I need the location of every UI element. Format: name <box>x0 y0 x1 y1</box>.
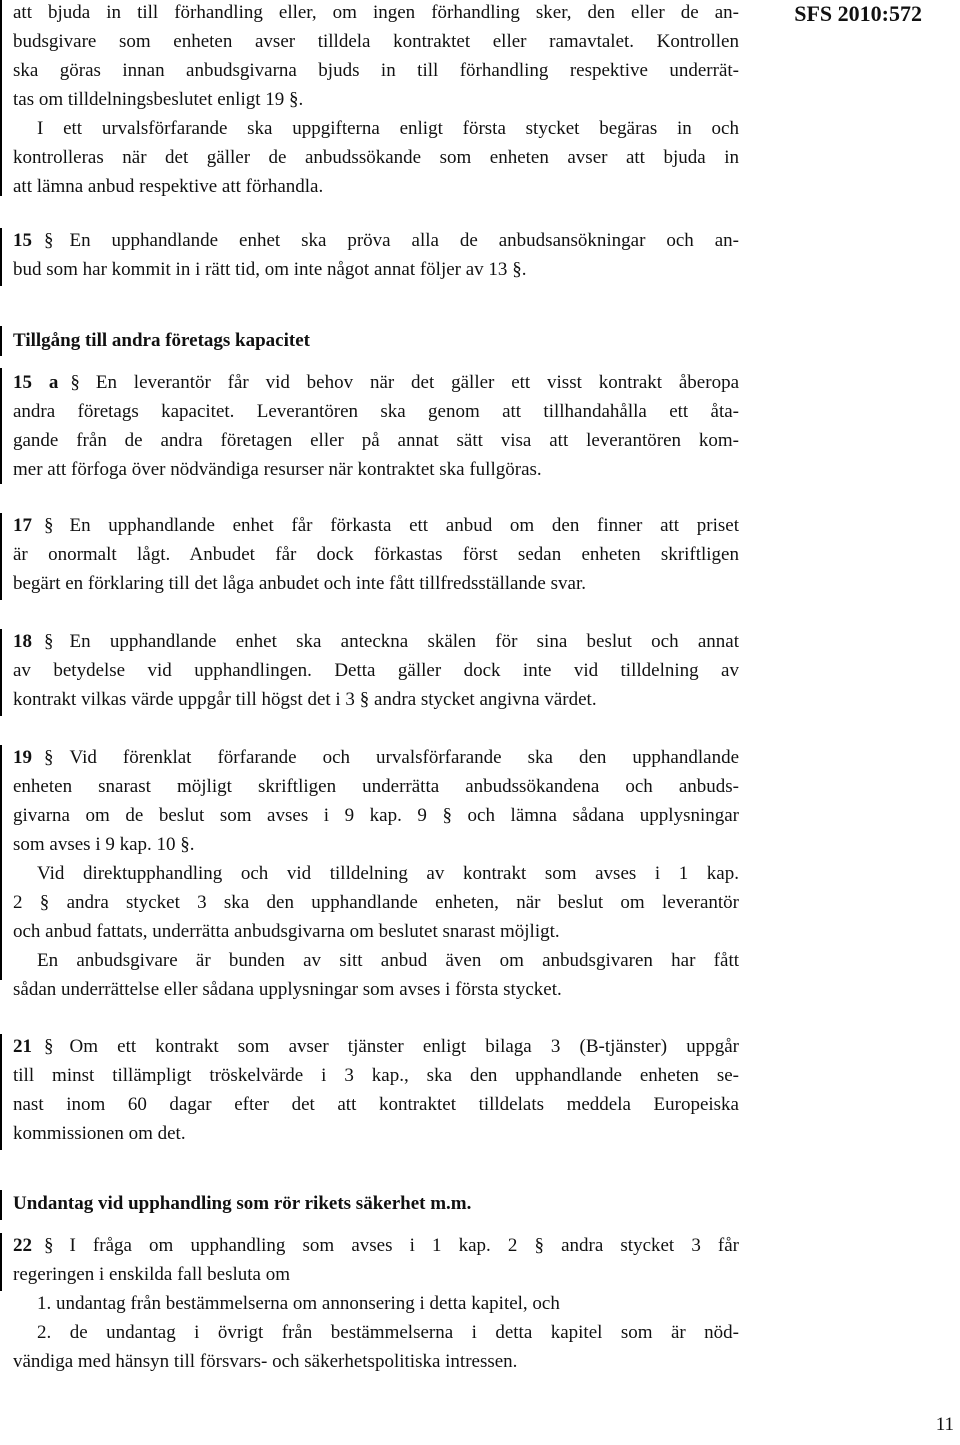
text-line: till minst tillämpligt tröskelvärde i 3 kap., ska den upphandlande enheten se- <box>13 1065 739 1086</box>
text-line: av betydelse vid upphandlingen. Detta gäller dock inte vid tilldelning av <box>13 660 739 681</box>
text-line: 19 § Vid förenklat förfarande och urvalsförfarande ska den upphandlande <box>13 747 739 768</box>
text-line: gande från de andra företagen eller på annat sätt visa att leverantören kom- <box>13 430 739 451</box>
change-bar <box>0 1034 2 1150</box>
section-21 <box>13 1032 739 1148</box>
change-bar <box>0 1233 2 1291</box>
list-item: 2. de undantag i övrigt från bestämmelserna i detta kapitel som är nöd- <box>37 1322 739 1343</box>
text-line: mer att förfoga över nödvändiga resurser när kontraktet ska fullgöras. <box>13 459 542 480</box>
section-number: 17 <box>13 515 32 536</box>
text-line: nast inom 60 dagar efter det att kontraktet tilldelats meddela Europeiska <box>13 1094 739 1115</box>
change-bar <box>0 745 2 980</box>
text-line: enheten snarast möjligt skriftligen underrätta anbudssökandena och anbuds- <box>13 776 739 797</box>
text-line: 2 § andra stycket 3 ska den upphandlande enheten, när beslut om leverantör <box>13 892 739 913</box>
section-number: 22 <box>13 1235 32 1256</box>
section-19 <box>13 743 739 1004</box>
section-15 <box>13 226 739 284</box>
text-line: givarna om de beslut som avses i 9 kap. 9 § och lämna sådana upplysningar <box>13 805 739 826</box>
text-line: andra företags kapacitet. Leverantören ska genom att tillhandahålla ett åta- <box>13 401 739 422</box>
text-line: 21 § Om ett kontrakt som avser tjänster enligt bilaga 3 (B-tjänster) uppgår <box>13 1036 739 1057</box>
section-heading: Undantag vid upphandling som rör rikets säkerhet m.m. <box>13 1193 472 1214</box>
section-number: 15 a <box>13 372 59 393</box>
paragraph-continuation <box>13 0 739 201</box>
text-line: kontrakt vilkas värde uppgår till högst det i 3 § andra stycket angivna värdet. <box>13 689 597 710</box>
change-bar <box>0 368 2 484</box>
text-line: 15 a § En leverantör får vid behov när det gäller ett visst kontrakt åberopa <box>13 372 740 393</box>
change-bar <box>0 0 2 196</box>
text-line: 18 § En upphandlande enhet ska anteckna skälen för sina beslut och annat <box>13 631 739 652</box>
text-line: är onormalt lågt. Anbudet får dock förkastas först sedan enheten skriftligen <box>13 544 739 565</box>
text-line: I ett urvalsförfarande ska uppgifterna enligt första stycket begäras in och <box>37 118 739 139</box>
text-line: regeringen i enskilda fall besluta om <box>13 1264 290 1285</box>
section-18 <box>13 627 739 714</box>
list-item: 1. undantag från bestämmelserna om annonsering i detta kapitel, och <box>37 1293 560 1314</box>
section-number: 19 <box>13 747 32 768</box>
change-bar <box>0 629 2 716</box>
section-15a <box>13 368 739 484</box>
change-bar <box>0 1190 2 1220</box>
text-line: Vid direktupphandling och vid tilldelning av kontrakt som avses i 1 kap. <box>37 863 739 884</box>
text-line: sådan underrättelse eller sådana upplysningar som avses i första stycket. <box>13 979 562 1000</box>
section-number: 18 <box>13 631 32 652</box>
text-line: och anbud fattats, underrätta anbudsgivarna om beslutet snarast möjligt. <box>13 921 560 942</box>
section-number: 15 <box>13 230 32 251</box>
text-line: tas om tilldelningsbeslutet enligt 19 §. <box>13 89 304 110</box>
text-line: kommissionen om det. <box>13 1123 186 1144</box>
text-line: budsgivare som enheten avser tilldela kontraktet eller ramavtalet. Kontrollen <box>13 31 739 52</box>
text-line: ska göras innan anbudsgivarna bjuds in till förhandling respektive underrät- <box>13 60 739 81</box>
text-line: att lämna anbud respektive att förhandla. <box>13 176 324 197</box>
text-line: att bjuda in till förhandling eller, om ingen förhandling sker, den eller de an- <box>13 2 739 23</box>
text-line: En anbudsgivare är bunden av sitt anbud även om anbudsgivaren har fått <box>37 950 739 971</box>
change-bar <box>0 228 2 286</box>
change-bar <box>0 326 2 356</box>
text-line: 17 § En upphandlande enhet får förkasta ett anbud om den finner att priset <box>13 515 739 536</box>
page-number: 11 <box>935 1414 954 1435</box>
text-line: 15 § En upphandlande enhet ska pröva alla de anbudsansökningar och an- <box>13 230 739 251</box>
change-bar <box>0 513 2 600</box>
section-heading: Tillgång till andra företags kapacitet <box>13 330 310 351</box>
section-number: 21 <box>13 1036 32 1057</box>
text-line: begärt en förklaring till det låga anbudet och inte fått tillfredsställande svar. <box>13 573 586 594</box>
text-line: 22 § I fråga om upphandling som avses i 1 kap. 2 § andra stycket 3 får <box>13 1235 740 1256</box>
section-17 <box>13 511 739 598</box>
sfs-reference: SFS 2010:572 <box>794 1 922 26</box>
section-22 <box>13 1231 739 1376</box>
text-line: som avses i 9 kap. 10 §. <box>13 834 195 855</box>
text-line: vändiga med hänsyn till försvars- och säkerhetspolitiska intressen. <box>13 1351 518 1372</box>
text-line: kontrolleras när det gäller de anbudssökande som enheten avser att bjuda in <box>13 147 739 168</box>
text-line: bud som har kommit in i rätt tid, om inte något annat följer av 13 §. <box>13 259 527 280</box>
